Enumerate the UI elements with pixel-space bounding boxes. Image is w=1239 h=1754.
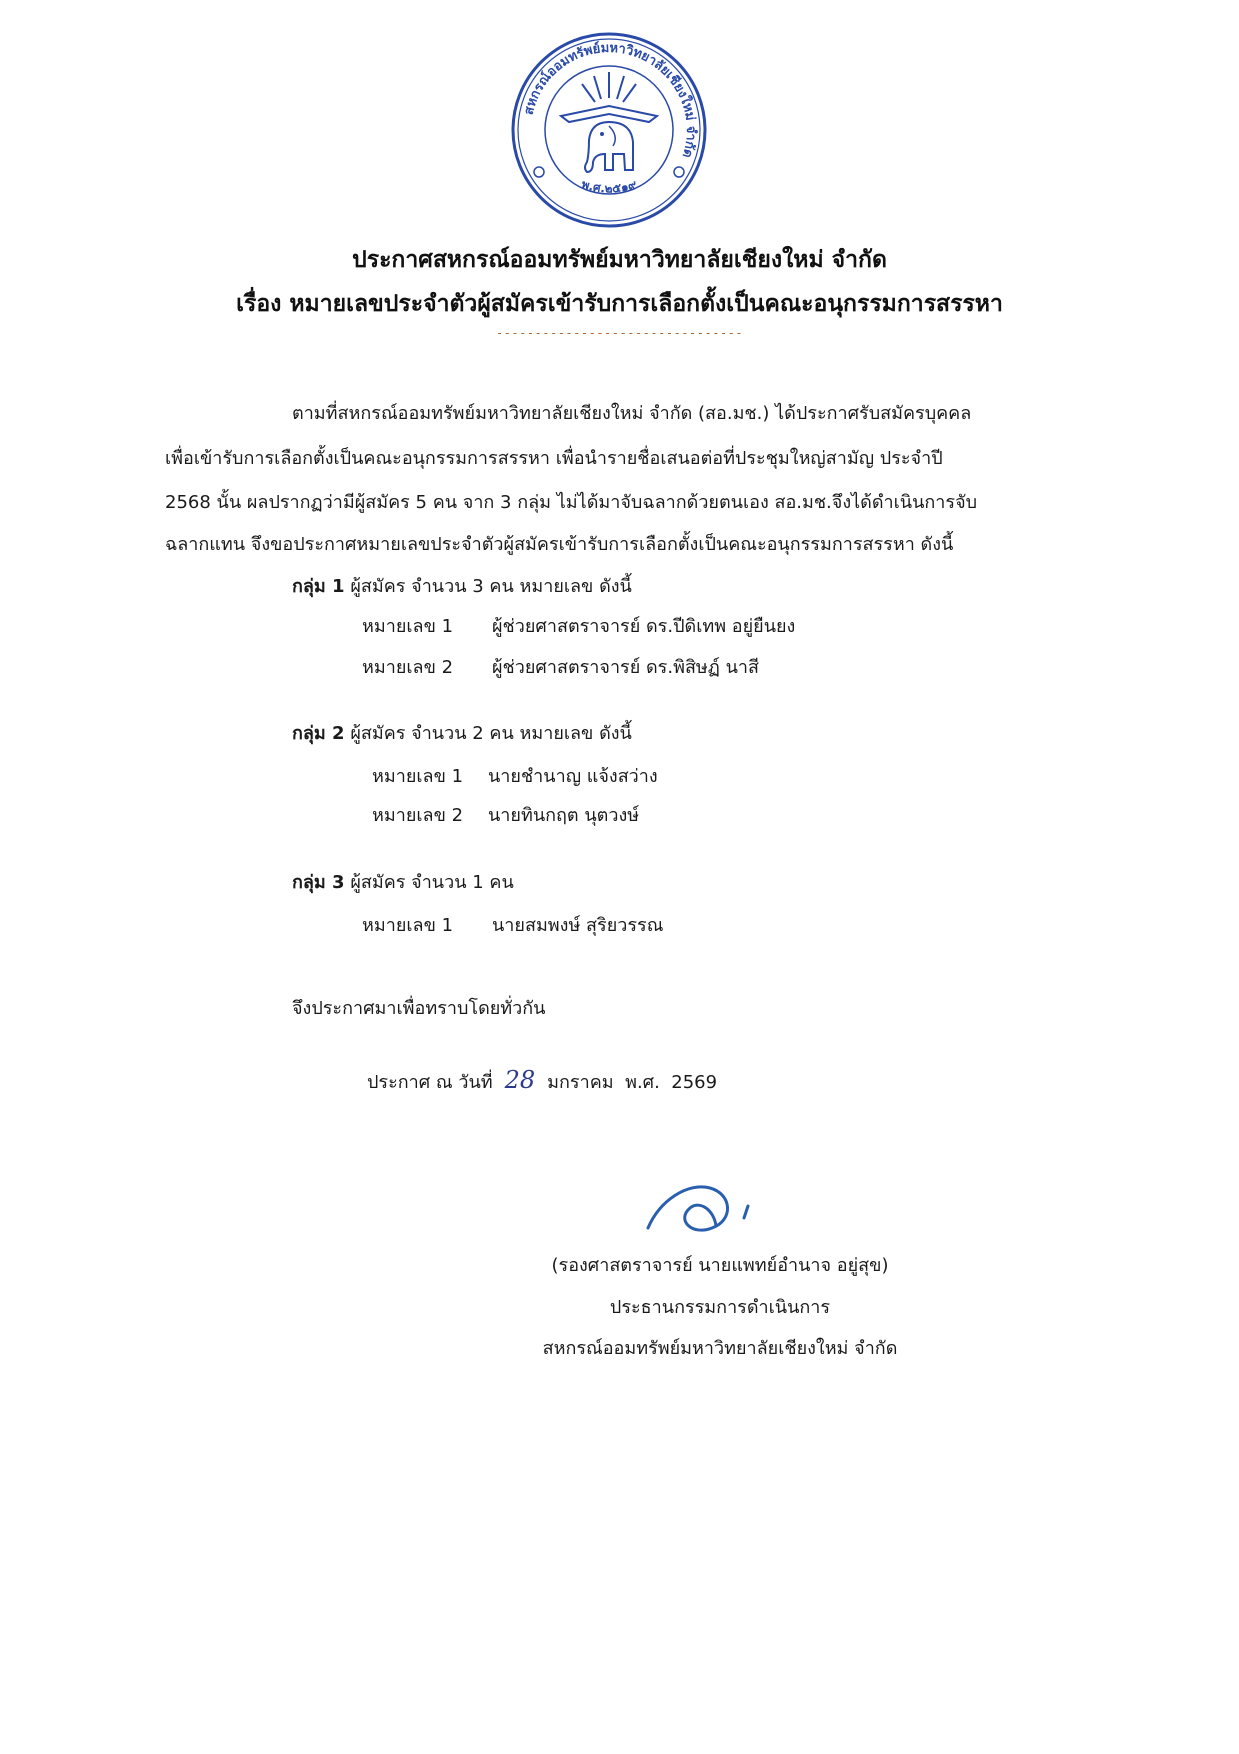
svg-text:พ.ศ.๒๕๑๙: พ.ศ.๒๕๑๙: [579, 177, 639, 196]
svg-text:สหกรณ์ออมทรัพย์มหาวิทยาลัยเชีย: สหกรณ์ออมทรัพย์มหาวิทยาลัยเชียงใหม่ จำกัด: [521, 40, 699, 160]
document-subject: เรื่อง หมายเลขประจำตัวผู้สมัครเข้ารับการเลือกตั้งเป็นคณะอนุกรรมการสรรหา: [236, 291, 1003, 317]
candidate-number: หมายเลข 2: [362, 657, 454, 678]
candidate-name: นายชำนาญ แจ้งสว่าง: [488, 766, 658, 787]
signatory-organization: สหกรณ์ออมทรัพย์มหาวิทยาลัยเชียงใหม่ จำกัด: [542, 1338, 898, 1359]
date-month: มกราคม: [547, 1072, 614, 1093]
candidate-name: ผู้ช่วยศาสตราจารย์ ดร.พิสิษฏ์ นาสี: [492, 657, 759, 678]
paragraph-line-2: เพื่อเข้ารับการเลือกตั้งเป็นคณะอนุกรรมการสรรหา เพื่อนำรายชื่อเสนอต่อที่ประชุมใหญ่สามัญ ประจำปี: [165, 448, 943, 469]
candidate-number: หมายเลข 1: [362, 616, 454, 637]
title-divider: --------------------------------: [495, 326, 744, 340]
signatory-position: ประธานกรรมการดำเนินการ: [609, 1297, 831, 1318]
handwritten-signature: [640, 1170, 770, 1240]
handwritten-day: 28: [504, 1066, 536, 1094]
candidate-name: นายทินกฤต นุตวงษ์: [488, 805, 640, 826]
candidate-name: ผู้ช่วยศาสตราจารย์ ดร.ปีดิเทพ อยู่ยืนยง: [492, 616, 796, 637]
paragraph-line-1: ตามที่สหกรณ์ออมทรัพย์มหาวิทยาลัยเชียงใหม่ จำกัด (สอ.มช.) ได้ประกาศรับสมัครบุคคล: [292, 403, 972, 424]
group-1-heading: [292, 571, 632, 600]
group-description: ผู้สมัคร จำนวน 1 คน: [344, 872, 514, 893]
announcement-date: [367, 1066, 717, 1096]
candidate-number: หมายเลข 2: [372, 805, 464, 826]
date-prefix: ประกาศ ณ วันที่: [367, 1072, 493, 1093]
group-label: กลุ่ม 3: [292, 872, 345, 893]
paragraph-line-3: 2568 นั้น ผลปรากฏว่ามีผู้สมัคร 5 คน จาก 3 กลุ่ม ไม่ได้มาจับฉลากด้วยตนเอง สอ.มช.จึงได้ดำเนินการจับ: [165, 492, 978, 513]
group-description: ผู้สมัคร จำนวน 2 คน หมายเลข ดังนี้: [344, 723, 632, 744]
candidate-number: หมายเลข 1: [372, 766, 464, 787]
candidate-number: หมายเลข 1: [362, 915, 454, 936]
group-2-heading: [292, 718, 632, 747]
document-title: ประกาศสหกรณ์ออมทรัพย์มหาวิทยาลัยเชียงใหม่ จำกัด: [352, 247, 887, 273]
group-3-heading: [292, 867, 514, 896]
signatory-name: (รองศาสตราจารย์ นายแพทย์อำนาจ อยู่สุข): [551, 1255, 889, 1276]
group-label: กลุ่ม 1: [292, 576, 345, 597]
date-year: 2569: [671, 1072, 718, 1093]
candidate-name: นายสมพงษ์ สุริยวรรณ: [492, 915, 664, 936]
paragraph-line-4: ฉลากแทน จึงขอประกาศหมายเลขประจำตัวผู้สมัครเข้ารับการเลือกตั้งเป็นคณะอนุกรรมการสรรหา ดังนี้: [165, 534, 954, 555]
date-era: พ.ศ.: [625, 1072, 660, 1093]
closing-statement: จึงประกาศมาเพื่อทราบโดยทั่วกัน: [292, 998, 546, 1019]
cooperative-seal-logo: [509, 30, 709, 230]
group-label: กลุ่ม 2: [292, 723, 345, 744]
group-description: ผู้สมัคร จำนวน 3 คน หมายเลข ดังนี้: [344, 576, 632, 597]
